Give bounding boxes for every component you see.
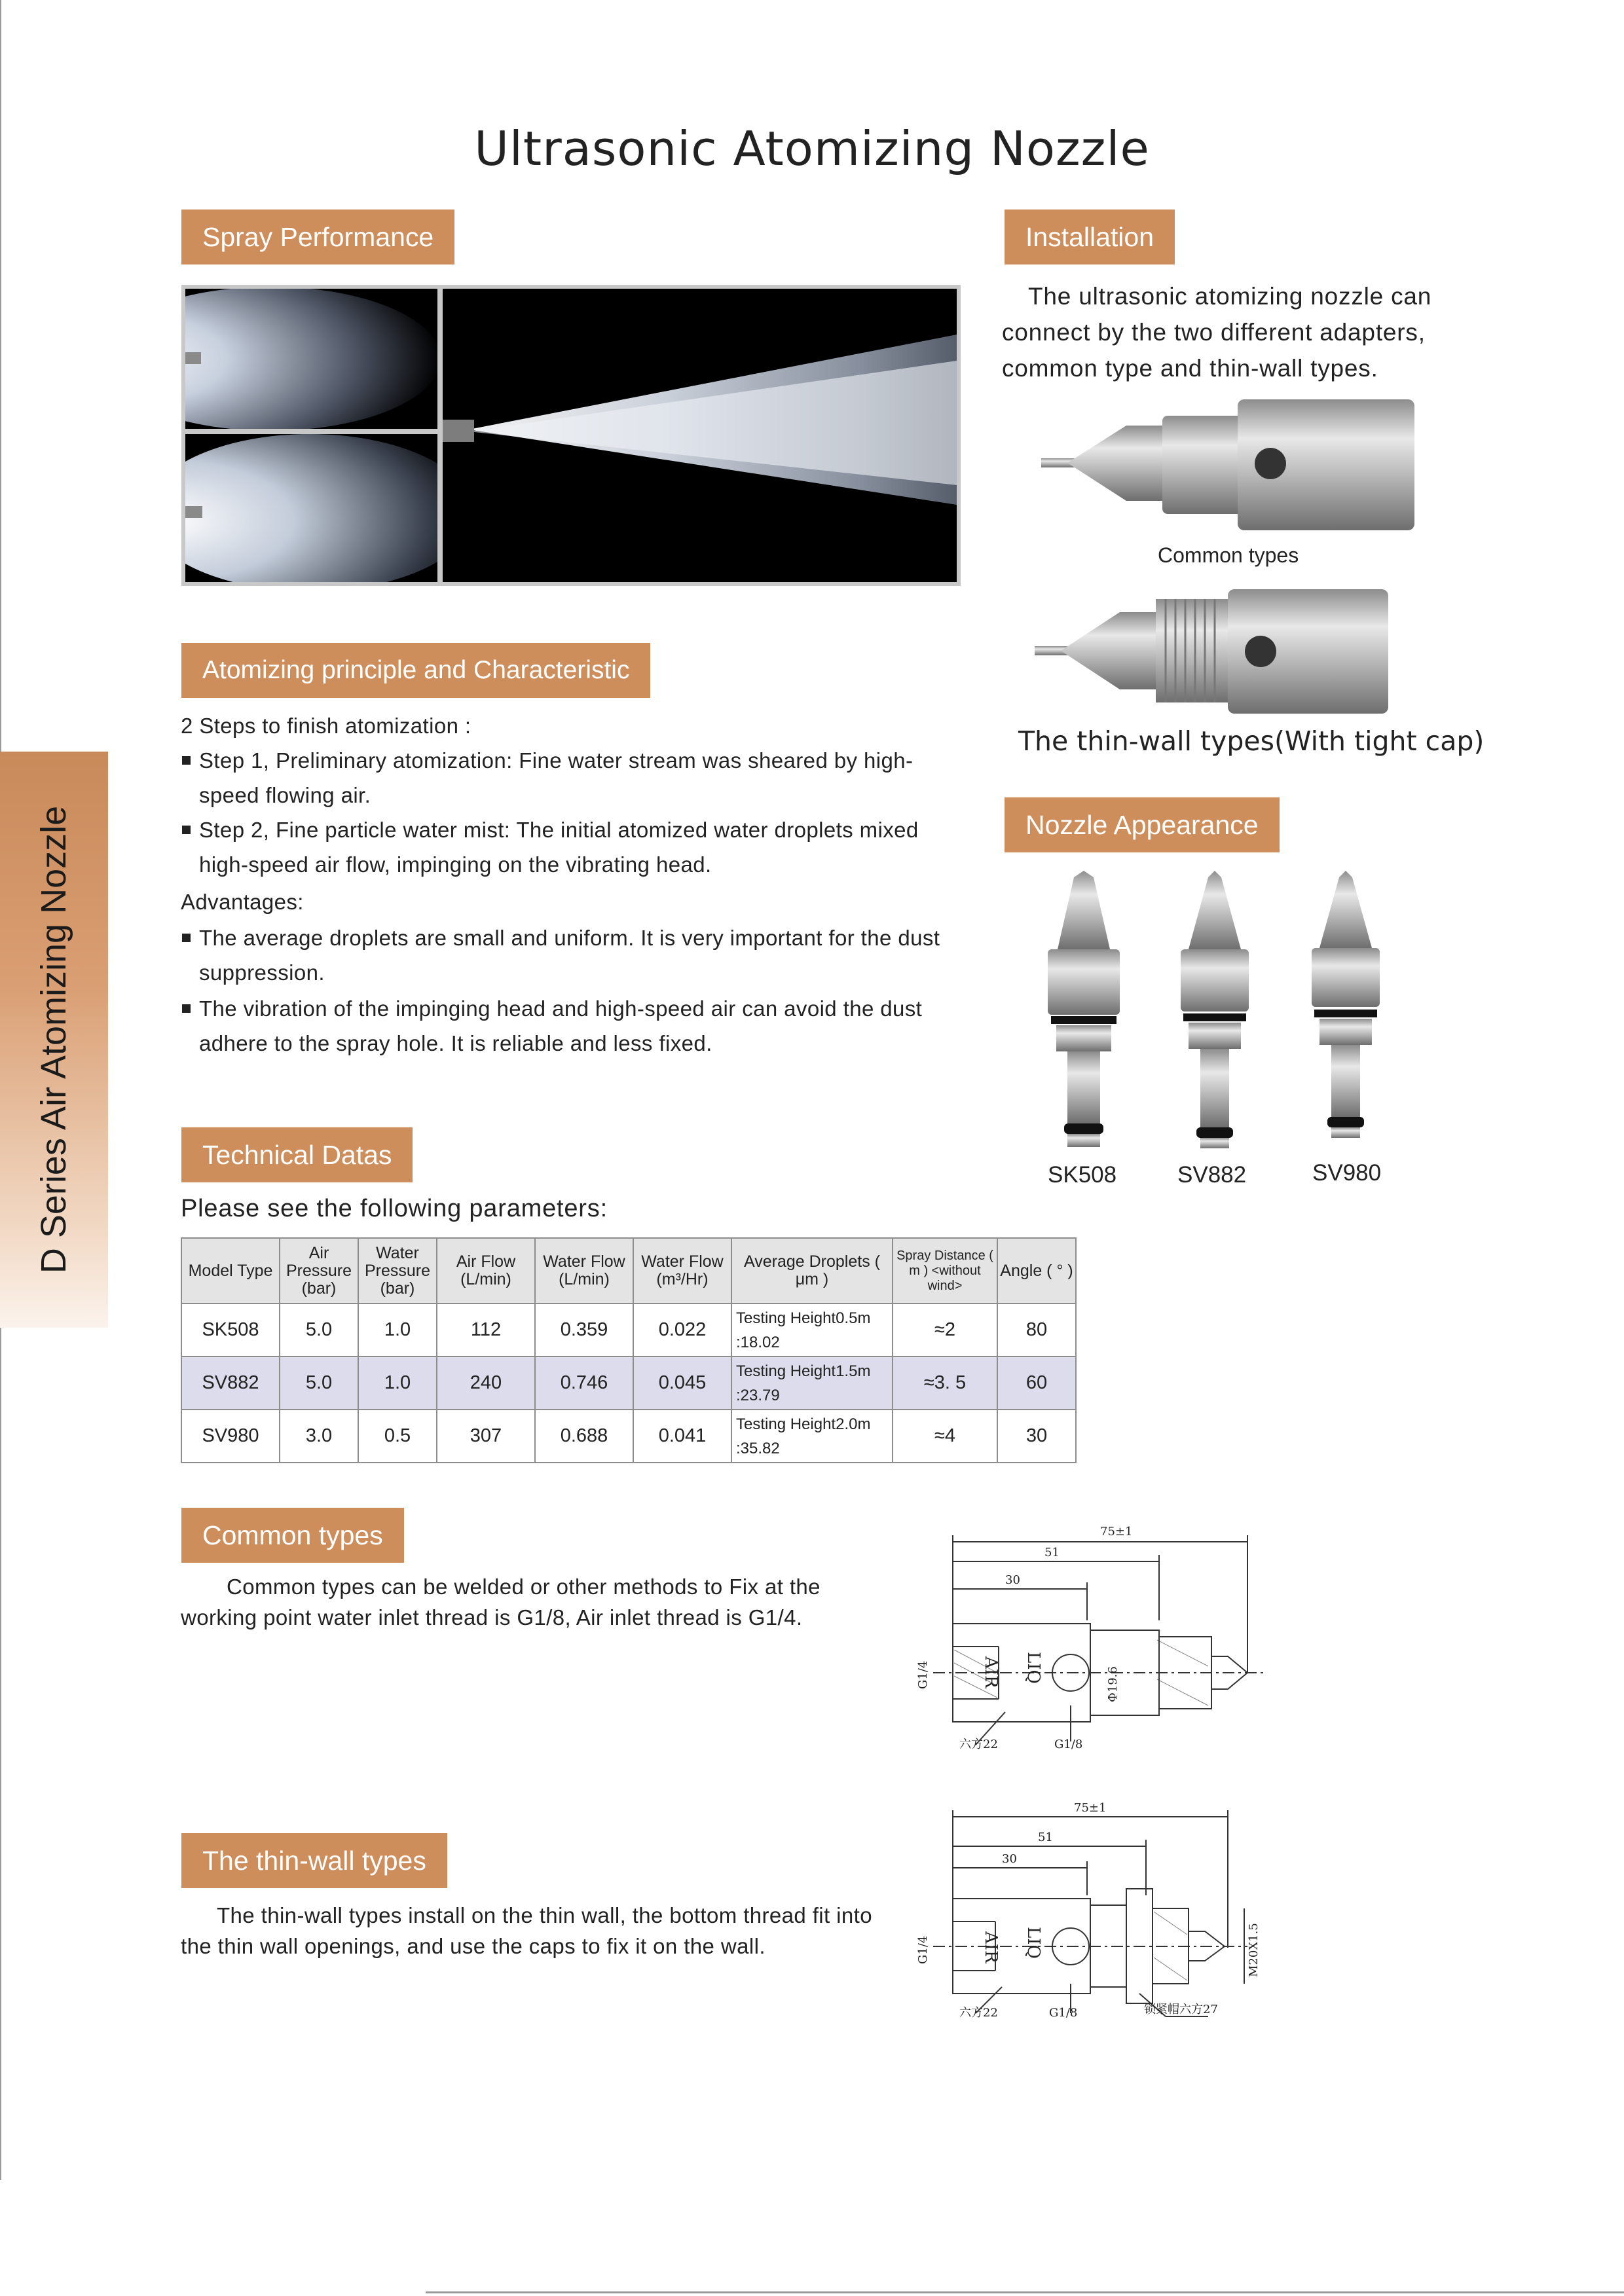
thin-wall-adapter-image: [1035, 586, 1414, 720]
installation-text: The ultrasonic atomizing nozzle can connect by the two different adapters, common type and thin-wall types.: [1002, 283, 1432, 382]
cell-spray-distance: ≈3. 5: [893, 1357, 997, 1410]
series-side-tab-label: D Series Air Atomizing Nozzle: [34, 805, 73, 1274]
label-air: AIR: [981, 1931, 1001, 1963]
spray-performance-photo: [181, 285, 961, 586]
cell-water-pressure: 1.0: [358, 1357, 437, 1410]
cell-water-flow-l: 0.688: [535, 1410, 633, 1463]
dim-overall-length: 75±1: [1100, 1525, 1133, 1539]
nozzle-label-sv882: SV882: [1177, 1162, 1247, 1188]
technical-intro: Please see the following parameters:: [181, 1195, 608, 1222]
atomizing-step-2: [181, 812, 967, 882]
cell-water-pressure: 0.5: [358, 1410, 437, 1463]
table-row: [181, 1357, 1076, 1410]
advantages-label: Advantages:: [181, 890, 304, 914]
cell-angle: 60: [997, 1357, 1076, 1410]
spray-photo-small-bottom: [185, 434, 437, 582]
section-badge-installation: Installation: [1005, 210, 1175, 264]
section-badge-technical-datas: Technical Datas: [181, 1127, 413, 1182]
label-hex-22: 六方22: [959, 1738, 998, 1751]
cell-air-flow: 112: [437, 1303, 535, 1357]
section-badge-spray-performance: Spray Performance: [181, 210, 454, 264]
spray-photo-small-top: [185, 289, 437, 429]
label-liq: LIQ: [1024, 1927, 1043, 1959]
section-badge-nozzle-appearance: Nozzle Appearance: [1005, 797, 1280, 852]
cell-water-flow-m3: 0.022: [633, 1303, 731, 1357]
section-badge-thin-wall-types: The thin-wall types: [181, 1833, 447, 1888]
common-type-drawing: [913, 1516, 1280, 1768]
th-air-pressure: Air Pressure (bar): [280, 1238, 358, 1303]
th-average-droplets: Average Droplets ( μm ): [731, 1238, 893, 1303]
cell-water-flow-l: 0.746: [535, 1357, 633, 1410]
series-side-tab: [0, 752, 108, 1328]
thin-wall-caption: The thin-wall types(With tight cap): [1018, 725, 1485, 757]
th-model-type: Model Type: [181, 1238, 280, 1303]
section-badge-atomizing-principle: Atomizing principle and Characteristic: [181, 643, 650, 698]
dim-51: 51: [1044, 1546, 1060, 1559]
cell-spray-distance: ≈4: [893, 1410, 997, 1463]
bullet-square-icon: [182, 826, 191, 834]
technical-data-table: [181, 1237, 1077, 1463]
nozzle-sv980-image: [1300, 871, 1392, 1156]
page-border-bottom: [426, 2291, 1624, 2293]
dim-diameter: Φ19.6: [1106, 1666, 1120, 1702]
th-water-pressure: Water Pressure (bar): [358, 1238, 437, 1303]
cell-model: SK508: [181, 1303, 280, 1357]
dim-overall-length: 75±1: [1074, 1801, 1107, 1815]
cell-air-flow: 240: [437, 1357, 535, 1410]
advantage-1-text: The average droplets are small and uniform. It is very important for the dust suppression.: [199, 926, 940, 985]
th-spray-distance: Spray Distance ( m ) <without wind>: [893, 1238, 997, 1303]
atomizing-step-1: [181, 743, 967, 812]
cell-water-flow-m3: 0.041: [633, 1410, 731, 1463]
cell-water-pressure: 1.0: [358, 1303, 437, 1357]
th-air-flow: Air Flow (L/min): [437, 1238, 535, 1303]
nozzle-sv882-image: [1169, 871, 1261, 1156]
label-air: AIR: [981, 1656, 1001, 1688]
label-liq: LIQ: [1024, 1652, 1043, 1684]
cell-angle: 30: [997, 1410, 1076, 1463]
bullet-square-icon: [182, 756, 191, 765]
advantage-2-text: The vibration of the impinging head and high-speed air can avoid the dust adhere to the spray hole. It is reliable and less fixed.: [199, 996, 923, 1055]
cell-spray-distance: ≈2: [893, 1303, 997, 1357]
table-header-row: [181, 1238, 1076, 1303]
dim-30: 30: [1005, 1573, 1020, 1587]
th-water-flow-l: Water Flow (L/min): [535, 1238, 633, 1303]
cell-air-pressure: 3.0: [280, 1410, 358, 1463]
advantage-1: [181, 920, 967, 990]
section-badge-common-types: Common types: [181, 1508, 404, 1563]
label-lock-cap: 锁紧帽六方27: [1144, 2003, 1218, 2016]
thin-wall-drawing: [913, 1797, 1280, 2030]
cell-average-droplets: Testing Height0.5m :18.02: [731, 1303, 893, 1357]
dim-g14: G1/4: [916, 1935, 930, 1964]
dim-51: 51: [1038, 1831, 1053, 1844]
cell-water-flow-l: 0.359: [535, 1303, 633, 1357]
common-types-caption: Common types: [1158, 543, 1299, 567]
dim-30: 30: [1002, 1852, 1017, 1866]
common-type-adapter-image: [1041, 396, 1421, 537]
dim-thread: M20X1.5: [1247, 1923, 1261, 1977]
nozzle-label-sk508: SK508: [1048, 1162, 1117, 1188]
th-angle: Angle ( ° ): [997, 1238, 1076, 1303]
common-types-text: Common types can be welded or other methods to Fix at the working point water inlet thread is G1/8, Air inlet thread is G1/4.: [181, 1575, 821, 1630]
cell-air-pressure: 5.0: [280, 1303, 358, 1357]
cell-average-droplets: Testing Height2.0m :35.82: [731, 1410, 893, 1463]
advantage-2: [181, 991, 967, 1061]
atomizing-intro: 2 Steps to finish atomization :: [181, 714, 471, 738]
cell-average-droplets: Testing Height1.5m :23.79: [731, 1357, 893, 1410]
table-row: [181, 1410, 1076, 1463]
cell-water-flow-m3: 0.045: [633, 1357, 731, 1410]
label-hex-22: 六方22: [959, 2006, 998, 2020]
cell-model: SV980: [181, 1410, 280, 1463]
atomizing-step-1-text: Step 1, Preliminary atomization: Fine water stream was sheared by high-speed flowing air.: [199, 748, 913, 807]
bullet-square-icon: [182, 1004, 191, 1013]
cell-air-pressure: 5.0: [280, 1357, 358, 1410]
cell-angle: 80: [997, 1303, 1076, 1357]
thin-wall-text: The thin-wall types install on the thin wall, the bottom thread fit into the thin wall openings, and use the caps to fix it on the wall.: [181, 1903, 872, 1958]
nozzle-label-sv980: SV980: [1312, 1160, 1382, 1186]
cell-model: SV882: [181, 1357, 280, 1410]
th-water-flow-m3: Water Flow (m³/Hr): [633, 1238, 731, 1303]
label-g18: G1/8: [1049, 2006, 1078, 2020]
table-row: [181, 1303, 1076, 1357]
atomizing-text-block: [181, 708, 967, 1061]
page-title: Ultrasonic Atomizing Nozzle: [474, 121, 1150, 176]
atomizing-step-2-text: Step 2, Fine particle water mist: The initial atomized water droplets mixed high-speed air flow, impinging on the vibrating head.: [199, 818, 919, 877]
nozzle-sk508-image: [1038, 871, 1130, 1156]
cell-air-flow: 307: [437, 1410, 535, 1463]
spray-photo-large: [443, 289, 957, 582]
dim-g14: G1/4: [916, 1660, 930, 1689]
label-g18: G1/8: [1054, 1738, 1083, 1751]
bullet-square-icon: [182, 934, 191, 942]
